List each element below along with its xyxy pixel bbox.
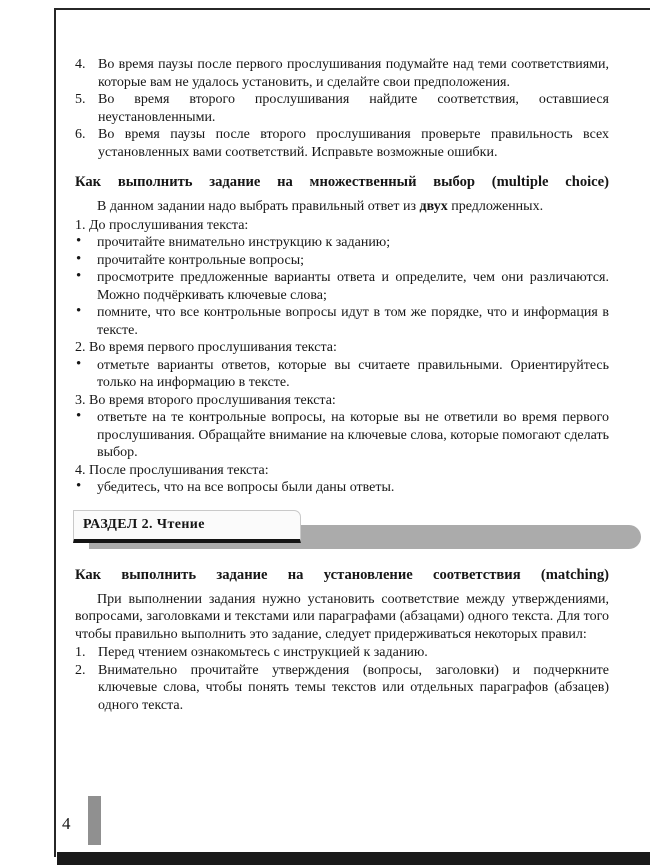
step-label xyxy=(75,339,609,357)
item-number: 2. xyxy=(75,662,86,678)
listening-advice-list xyxy=(75,56,609,161)
bullet-text: просмотрите предложенные варианты ответа и определите, чем они различаются. Можно подчёркивать ключевые слова; xyxy=(97,270,609,303)
bullet-item xyxy=(75,479,609,497)
bullet-icon: • xyxy=(76,355,82,372)
bullet-icon: • xyxy=(76,233,82,249)
item-number: 4. xyxy=(75,57,86,72)
step-block xyxy=(75,339,609,392)
item-text: Перед чтением ознакомьтесь с инструкцией к заданию. xyxy=(98,645,428,660)
item-text: Внимательно прочитайте утверждения (вопросы, заголовки) и подчеркните ключевые слова, чтобы понять темы текстов или отдельных параграфов (абзацев) одного текста. xyxy=(98,662,609,713)
step-label xyxy=(75,392,609,410)
step-title: Во время второго прослушивания текста: xyxy=(89,392,336,408)
bullet-item xyxy=(75,234,609,252)
page-border-top xyxy=(54,8,650,10)
multiple-choice-heading: Как выполнить задание на множественный выбор (multiple choice) xyxy=(75,174,609,190)
matching-rules-list xyxy=(75,644,609,714)
bullet-text: ответьте на те контрольные вопросы, на которые вы не ответили во время первого прослушивания. Обращайте внимание на ключевые слова, которые помогают сделать выбор. xyxy=(97,410,609,460)
section-banner-label: РАЗДЕЛ 2. Чтение xyxy=(83,516,205,532)
step-number: 3. xyxy=(75,392,86,408)
bullet-text: помните, что все контрольные вопросы идут в том же порядке, что и информация в тексте. xyxy=(97,305,609,338)
step-block xyxy=(75,392,609,462)
bullet-item xyxy=(75,252,609,270)
step-number: 2. xyxy=(75,340,86,355)
list-item xyxy=(75,56,609,91)
multiple-choice-intro xyxy=(75,198,609,216)
bullet-item xyxy=(75,409,609,462)
intro-text: В данном задании надо выбрать правильный ответ из xyxy=(97,199,420,214)
bullet-text: убедитесь, что на все вопросы были даны ответы. xyxy=(97,480,395,495)
item-number: 6. xyxy=(75,127,86,142)
step-title: После прослушивания текста: xyxy=(89,462,269,478)
step-label xyxy=(75,217,609,235)
step-number: 4. xyxy=(75,462,86,478)
matching-heading: Как выполнить задание на установление соответствия (matching) xyxy=(75,566,609,583)
step-label xyxy=(75,462,609,480)
bullet-icon: • xyxy=(76,250,82,267)
intro-bold-word: двух xyxy=(419,199,448,214)
bullet-icon: • xyxy=(76,303,82,319)
page-content xyxy=(75,56,609,714)
page-border-left xyxy=(54,8,56,857)
bullet-item xyxy=(75,357,609,392)
bullet-icon: • xyxy=(76,268,82,284)
bullet-icon: • xyxy=(76,408,82,424)
step-block xyxy=(75,217,609,340)
bullet-text: прочитайте внимательно инструкцию к заданию; xyxy=(97,235,391,250)
matching-intro: При выполнении задания нужно установить соответствие между утверждениями, вопросами, заголовками и текстами или параграфами (абзацами) одного текста. Для того чтобы правильно выполнить это задание, следует придерживаться некоторых правил: xyxy=(75,591,609,642)
footer-decoration-bar xyxy=(88,796,101,845)
bullet-text: прочитайте контрольные вопросы; xyxy=(97,252,305,268)
page-bottom-rule xyxy=(57,852,650,865)
step-block xyxy=(75,462,609,497)
section-banner xyxy=(75,510,609,554)
page-number: 4 xyxy=(62,814,71,833)
item-text: Во время второго прослушивания найдите соответствия, оставшиеся неустановленными. xyxy=(98,92,609,125)
item-text: Во время паузы после первого прослушивания подумайте над теми соответствиями, которые вам не удалось установить, и сделайте свои предположения. xyxy=(98,57,609,90)
bullet-item xyxy=(75,269,609,304)
list-item xyxy=(75,91,609,126)
item-number: 5. xyxy=(75,92,86,107)
step-title: До прослушивания текста: xyxy=(89,217,249,233)
bullet-text: отметьте варианты ответов, которые вы считаете правильными. Ориентируйтесь только на информацию в тексте. xyxy=(97,357,609,390)
step-number: 1. xyxy=(75,217,86,233)
list-item xyxy=(75,662,609,715)
section-banner-tab xyxy=(73,510,301,543)
step-title: Во время первого прослушивания текста: xyxy=(89,340,337,355)
bullet-item xyxy=(75,304,609,339)
list-item xyxy=(75,644,609,662)
intro-text: предложенных. xyxy=(447,199,544,214)
item-text: Во время паузы после второго прослушивания проверьте правильность всех установленных вами соответствий. Исправьте возможные ошибки. xyxy=(98,127,609,160)
item-number: 1. xyxy=(75,645,86,660)
bullet-icon: • xyxy=(76,478,82,494)
list-item xyxy=(75,126,609,161)
